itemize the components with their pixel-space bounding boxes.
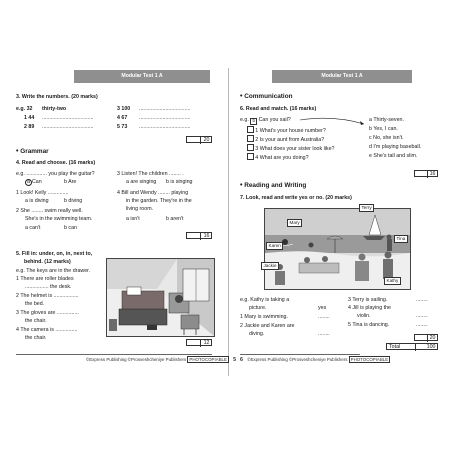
ex4-question-4-cont: living room.: [126, 206, 154, 212]
ex4-q2-option-b[interactable]: b can: [64, 225, 77, 231]
question-text: 2 Is your aunt from Australia?: [255, 136, 325, 143]
photocopiable-tag: PHOTOCOPIABLE: [189, 357, 227, 362]
marks-box: [186, 136, 212, 143]
ex7-example-answer: yes: [318, 305, 327, 311]
ex5-item-1-cont[interactable]: ................ the desk.: [25, 284, 72, 290]
answer-circle: a: [27, 179, 30, 185]
ex4-question-4: 4 Bill and Wendy ........ playing: [117, 190, 189, 196]
ex6-answer-a: a Thirty-seven.: [369, 117, 404, 123]
section-reading-label: Reading and Writing: [244, 182, 307, 189]
exercise-5-title-cont: behind. (12 marks): [24, 259, 71, 265]
total-label: Total: [389, 344, 401, 350]
ex4-example-option-b[interactable]: b Are: [64, 179, 77, 185]
marks-value: 20: [203, 137, 210, 143]
answer-box[interactable]: [247, 126, 254, 133]
ex6-answer-b: b Yes, I can.: [369, 126, 398, 132]
ex7-item-2: 2 Jackie and Karen are: [240, 323, 295, 329]
name-label-terry: Terry: [359, 204, 374, 212]
ex3-answer-line[interactable]: ...................................: [139, 115, 191, 121]
exercise-7-title: 7. Look, read and write yes or no. (20 marks): [240, 195, 352, 201]
ex3-answer-line[interactable]: ...................................: [139, 106, 191, 112]
ex4-question-2: 2 She ........ swim really well.: [16, 208, 83, 214]
page-number: 5: [233, 357, 237, 363]
ex4-example-option-a: [25, 179, 42, 186]
name-label-tina: Tina: [394, 235, 408, 243]
bedroom-picture: [106, 258, 215, 337]
ex4-question-4-cont: in the garden. They're in the: [126, 198, 192, 204]
ex6-answer-c: c No, she isn't.: [369, 135, 404, 141]
footer: [240, 357, 390, 363]
name-label-kathy: Kathy: [384, 277, 401, 285]
question-text: 4 What are you doing?: [255, 154, 309, 161]
section-grammar: • Grammar: [16, 148, 49, 155]
ex3-answer-line[interactable]: ...................................: [139, 124, 191, 130]
ex4-q1-option-a[interactable]: a is diving: [25, 198, 49, 204]
test-header: Modular Test 1 A: [74, 70, 210, 83]
answer-box[interactable]: [247, 135, 254, 142]
total-box: [386, 343, 438, 350]
ex4-q2-option-a[interactable]: a can't: [25, 225, 41, 231]
ex6-answer-e: e She's tall and slim.: [369, 153, 418, 159]
section-reading-writing: • Reading and Writing: [240, 182, 307, 189]
marks-box: [186, 339, 212, 346]
ex3-example: e.g. 32: [16, 106, 33, 112]
marks-box: [414, 334, 438, 341]
marks-box: [414, 170, 438, 177]
ex5-item-3[interactable]: 3 The gloves are ...............: [16, 310, 79, 316]
ex5-item-2[interactable]: 2 The helmet is .................: [16, 293, 79, 299]
marks-value: 16: [429, 171, 436, 177]
ex3-item-5: 5 73: [117, 124, 128, 130]
footer-rule: [16, 354, 212, 355]
right-page: [238, 70, 443, 375]
question-text: 1 What's your house number?: [255, 127, 326, 134]
exercise-4-title: 4. Read and choose. (16 marks): [16, 160, 96, 166]
example-question: Can you sail?: [258, 117, 291, 123]
ex7-item-4-cont: violin.: [357, 313, 371, 319]
ex6-question-4[interactable]: [247, 153, 309, 161]
ex6-question-3[interactable]: [247, 144, 334, 152]
ex7-answer-line[interactable]: ........: [318, 331, 330, 337]
ex7-answer-line[interactable]: ........: [416, 313, 428, 319]
ex4-example-question: e.g. .............. you play the guitar?: [16, 171, 95, 177]
photocopiable-tag: PHOTOCOPIABLE: [350, 357, 389, 362]
ex3-item-4: 4 67: [117, 115, 128, 121]
ex7-item-5: 5 Tina is dancing.: [348, 322, 390, 328]
book-spine: [228, 68, 229, 376]
name-label-jackie: Jackie: [261, 262, 279, 270]
page-number: 6: [240, 357, 243, 363]
marks-value: 12: [203, 340, 210, 346]
ex3-item-1: 1 44: [24, 115, 35, 121]
answer-box[interactable]: [247, 153, 254, 160]
ex7-answer-line[interactable]: ........: [416, 297, 428, 303]
option-text: Can: [31, 179, 42, 185]
answer-box: b: [250, 118, 257, 125]
left-page: [14, 70, 237, 375]
ex4-q4-option-a[interactable]: a isn't: [126, 216, 140, 222]
example-label: e.g.: [240, 117, 249, 123]
total-value: 100: [426, 344, 436, 350]
ex7-item-4: 4 Jill is playing the: [348, 305, 391, 311]
ex4-q4-option-b[interactable]: b aren't: [166, 216, 184, 222]
ex5-item-3-cont: the chair.: [25, 318, 47, 324]
test-header: Modular Test 1 A: [272, 70, 412, 83]
ex6-question-1[interactable]: [247, 126, 326, 134]
ex3-item-2: 2 89: [24, 124, 35, 130]
ex7-item-2-cont: diving.: [249, 331, 265, 337]
footer-rule: [240, 354, 360, 355]
ex3-item-3: 3 100: [117, 106, 131, 112]
ex3-example-answer: thirty-two: [42, 106, 67, 112]
ex7-answer-line[interactable]: ........: [416, 322, 428, 328]
ex4-q3-option-a[interactable]: a are singing: [126, 179, 157, 185]
marks-value: 16: [203, 233, 210, 239]
ex6-example: [240, 117, 291, 125]
question-text: 3 What does your sister look like?: [255, 145, 335, 152]
ex7-item-1: 1 Mary is swimming.: [240, 314, 288, 320]
ex5-item-4[interactable]: 4 The camera is ...............: [16, 327, 78, 333]
ex4-q3-option-b[interactable]: b is singing: [166, 179, 193, 185]
exercise-3-title: 3. Write the numbers. (20 marks): [16, 94, 98, 100]
marks-value: 20: [429, 335, 436, 341]
ex7-item-3: 3 Terry is sailing.: [348, 297, 388, 303]
ex7-example: e.g. Kathy is taking a: [240, 297, 290, 303]
section-grammar-label: Grammar: [20, 148, 49, 155]
ex6-question-2[interactable]: [247, 135, 324, 143]
ex5-item-1: 1 There are roller blades: [16, 276, 74, 282]
exercise-5-title: 5. Fill in: under, on, in, next to,: [16, 251, 93, 257]
ex7-answer-line[interactable]: ........: [318, 314, 330, 320]
footer: [86, 357, 236, 363]
ex4-q1-option-b[interactable]: b diving: [64, 198, 83, 204]
bedroom-illustration: [107, 259, 214, 336]
ex7-example-cont: picture.: [249, 305, 267, 311]
section-communication-label: Communication: [244, 93, 293, 100]
exercise-6-title: 6. Read and match. (16 marks): [240, 106, 317, 112]
ex3-answer-line[interactable]: ...................................: [42, 124, 94, 130]
ex5-example: e.g. The keys are in the drawer.: [16, 268, 91, 274]
ex5-item-4-cont: the chair.: [25, 335, 47, 341]
answer-box[interactable]: [247, 144, 254, 151]
ex3-answer-line[interactable]: ...................................: [42, 115, 94, 121]
marks-box: [186, 232, 212, 239]
footer-copyright: ©Express Publishing ©Prosveshcheniye Publishers: [247, 357, 348, 362]
section-communication: • Communication: [240, 93, 293, 100]
ex4-question-3: 3 Listen! The children ........ .: [117, 171, 184, 177]
name-label-mary: Mary: [287, 219, 302, 227]
name-label-karen: Karen: [266, 242, 283, 250]
ex4-question-2-cont: She's in the swimming team.: [25, 216, 93, 222]
footer-copyright: ©Express Publishing ©Prosveshcheniye Publishers: [86, 357, 187, 362]
ex5-item-2-cont: the bed.: [25, 301, 45, 307]
ex6-answer-d: d I'm playing baseball.: [369, 144, 422, 150]
ex4-question-1: 1 Look! Kelly ..............: [16, 190, 69, 196]
